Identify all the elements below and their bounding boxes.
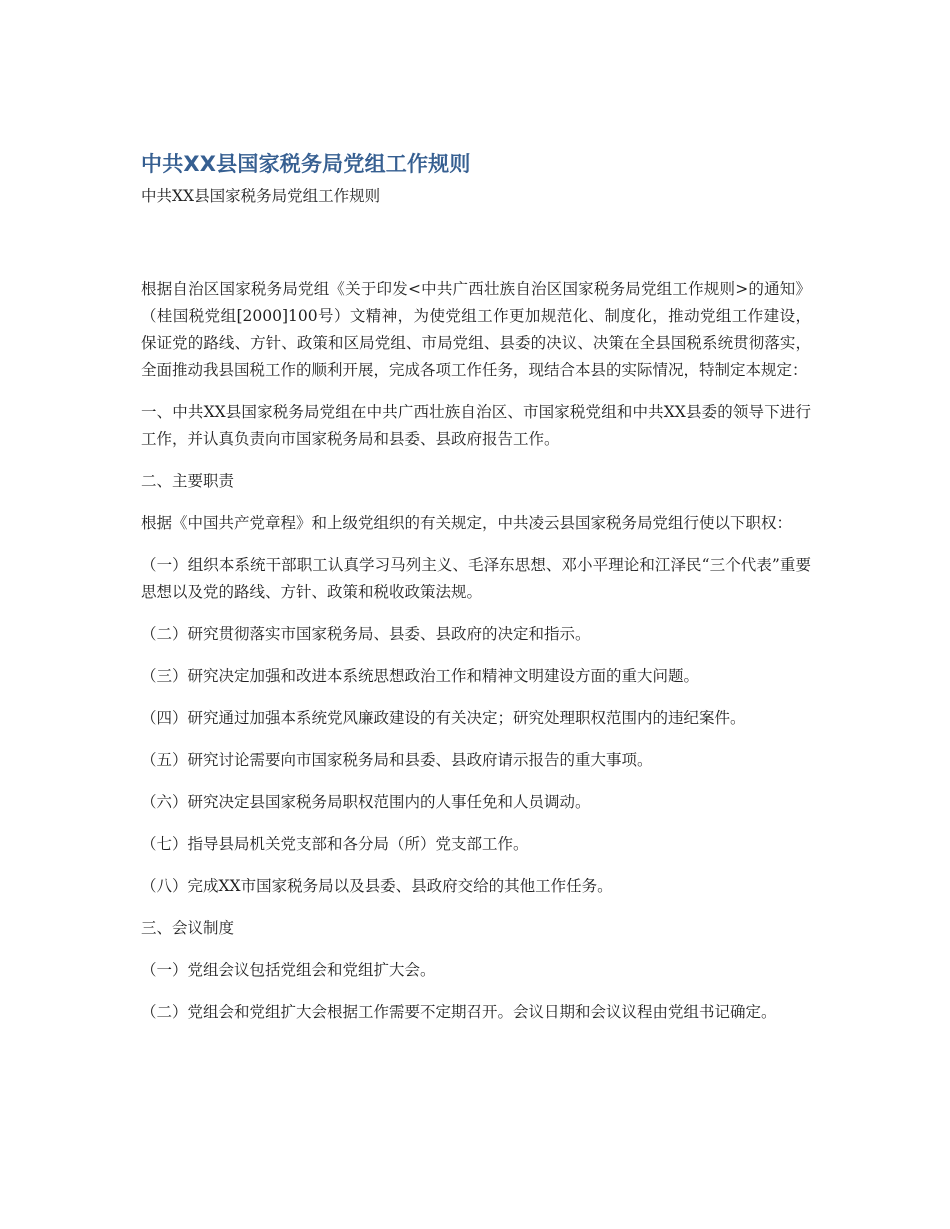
duty-item-8: （八）完成XX市国家税务局以及县委、县政府交给的其他工作任务。 xyxy=(141,877,613,895)
paragraph-duties-intro: 根据《中国共产党章程》和上级党组织的有关规定，中共凌云县国家税务局党组行使以下职权： xyxy=(141,514,793,532)
duty-item-1: （一）组织本系统干部职工认真学习马列主义、毛泽东思想、邓小平理论和江泽民“三个代表”重要思想以及党的路线、方针、政策和税收政策法规。 xyxy=(141,556,811,601)
duty-item-2: （二）研究贯彻落实市国家税务局、县委、县政府的决定和指示。 xyxy=(141,625,591,643)
document-content xyxy=(141,148,811,1041)
duty-item-3: （三）研究决定加强和改进本系统思想政治工作和精神文明建设方面的重大问题。 xyxy=(141,667,700,685)
paragraph-section-1: 一、中共XX县国家税务局党组在中共广西壮族自治区、市国家税党组和中共XX县委的领导下进行工作，并认真负责向市国家税务局和县委、县政府报告工作。 xyxy=(141,403,811,448)
document-subtitle: 中共XX县国家税务局党组工作规则 xyxy=(141,187,381,205)
meeting-item-1: （一）党组会议包括党组会和党组扩大会。 xyxy=(141,961,436,979)
duty-item-6: （六）研究决定县国家税务局职权范围内的人事任免和人员调动。 xyxy=(141,793,591,811)
duty-item-4: （四）研究通过加强本系统党风廉政建设的有关决定；研究处理职权范围内的违纪案件。 xyxy=(141,709,746,727)
heading-main-duties: 二、主要职责 xyxy=(141,472,235,490)
heading-meeting-system: 三、会议制度 xyxy=(141,919,235,937)
duty-item-7: （七）指导县局机关党支部和各分局（所）党支部工作。 xyxy=(141,835,529,853)
duty-item-5: （五）研究讨论需要向市国家税务局和县委、县政府请示报告的重大事项。 xyxy=(141,751,653,769)
meeting-item-2: （二）党组会和党组扩大会根据工作需要不定期召开。会议日期和会议议程由党组书记确定。 xyxy=(141,1003,777,1021)
paragraph-preamble: 根据自治区国家税务局党组《关于印发<中共广西壮族自治区国家税务局党组工作规则>的通知》（桂国税党组[2000]100号）文精神，为使党组工作更加规范化、制度化，推动党组工作建设，保证党的路线、方针、政策和区局党组、市局党组、县委的决议、决策在全县国税系统贯彻落实，全面推动我县国税工作的顺利开展，完成各项工作任务，现结合本县的实际情况，特制定本规定： xyxy=(141,280,811,379)
document-title: 中共XX县国家税务局党组工作规则 xyxy=(141,152,471,176)
document-body xyxy=(141,276,811,1026)
